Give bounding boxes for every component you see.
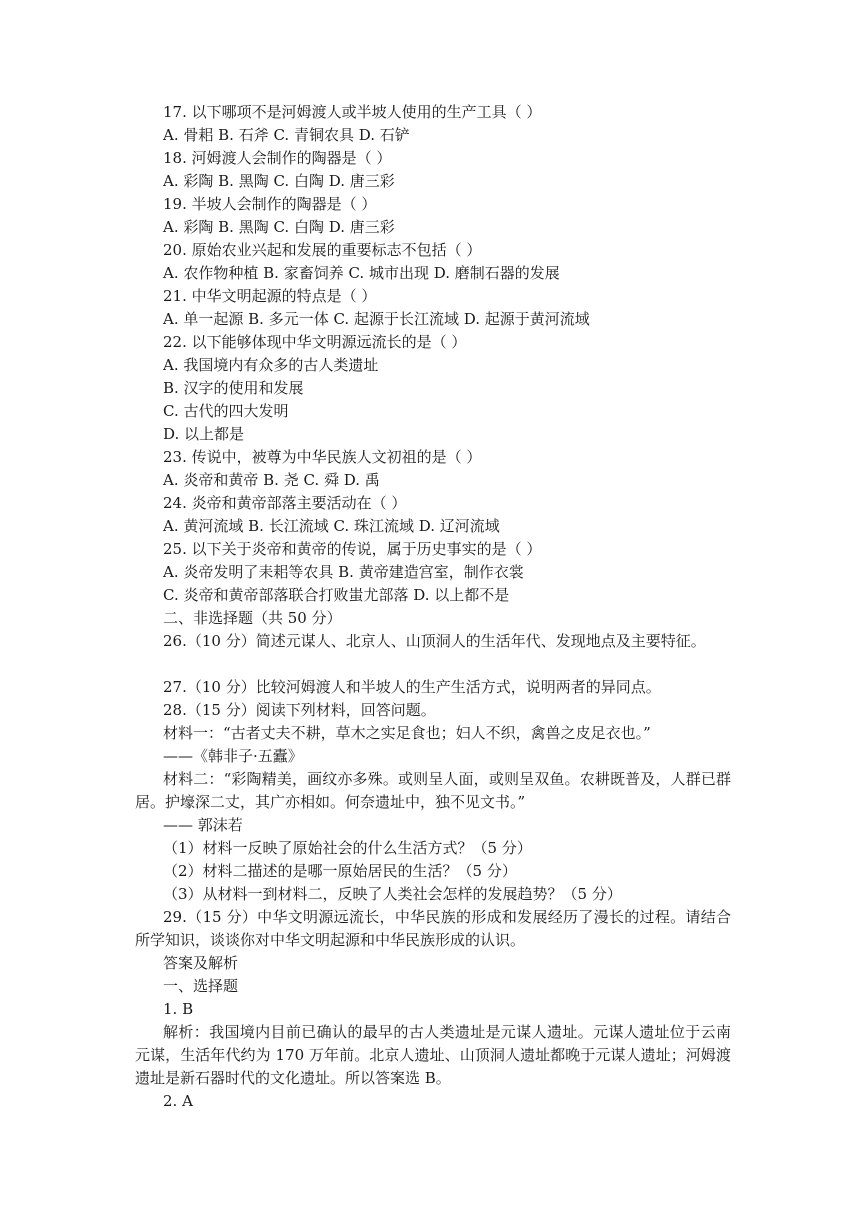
option-22-c: C. 古代的四大发明 (163, 402, 289, 420)
question-21: 21. 中华文明起源的特点是（ ） (163, 287, 377, 305)
answer-1-explanation: 解析：我国境内目前已确认的最早的古人类遗址是元谋人遗址。元谋人遗址位于云南元谋，生活年代约为 170 万年前。北京人遗址、山顶洞人遗址都晚于元谋人遗址；河姆渡遗址是新石器时代的文化遗址。所以答案选 B。 (135, 1023, 731, 1087)
option-22-b: B. 汉字的使用和发展 (163, 379, 304, 397)
options-25-cd: C. 炎帝和黄帝部落联合打败蚩尤部落 D. 以上都不是 (163, 586, 510, 604)
question-20: 20. 原始农业兴起和发展的重要标志不包括（ ） (163, 241, 482, 259)
answer-1: 1. B (163, 1000, 194, 1018)
question-29: 29.（15 分）中华文明源远流长，中华民族的形成和发展经历了漫长的过程。请结合所学知识，谈谈你对中华文明起源和中华民族形成的认识。 (135, 908, 731, 949)
options-17: A. 骨耜 B. 石斧 C. 青铜农具 D. 石铲 (163, 126, 410, 144)
question-26: 26.（10 分）简述元谋人、北京人、山顶洞人的生活年代、发现地点及主要特征。 (163, 632, 706, 650)
answer-title: 答案及解析 (163, 954, 239, 972)
sub-question-3: （3）从材料一到材料二，反映了人类社会怎样的发展趋势？（5 分） (163, 885, 622, 903)
options-18: A. 彩陶 B. 黑陶 C. 白陶 D. 唐三彩 (163, 172, 395, 190)
question-17: 17. 以下哪项不是河姆渡人或半坡人使用的生产工具（ ） (163, 103, 542, 121)
options-23: A. 炎帝和黄帝 B. 尧 C. 舜 D. 禹 (163, 471, 380, 489)
question-19: 19. 半坡人会制作的陶器是（ ） (163, 195, 377, 213)
material-two: 材料二：“彩陶精美，画纹亦多殊。或则呈人面，或则呈双鱼。农耕既普及，人群已群居。护壕深二丈，其广亦相如。何奈遗址中，独不见文书。” (135, 770, 731, 811)
question-28: 28.（15 分）阅读下列材料，回答问题。 (163, 701, 436, 719)
section-heading-nonchoice: 二、非选择题（共 50 分） (163, 609, 342, 627)
material-one: 材料一：“古者丈夫不耕，草木之实足食也；妇人不织，禽兽之皮足衣也。” (163, 724, 651, 742)
options-21: A. 单一起源 B. 多元一体 C. 起源于长江流域 D. 起源于黄河流域 (163, 310, 590, 328)
question-25: 25. 以下关于炎帝和黄帝的传说，属于历史事实的是（ ） (163, 540, 542, 558)
sub-question-2: （2）材料二描述的是哪一原始居民的生活？（5 分） (163, 862, 517, 880)
material-two-source: —— 郭沫若 (163, 816, 243, 834)
material-one-source: ——《韩非子·五蠹》 (163, 747, 303, 765)
answer-2: 2. A (163, 1092, 193, 1110)
options-24: A. 黄河流域 B. 长江流域 C. 珠江流域 D. 辽河流域 (163, 517, 500, 535)
options-20: A. 农作物种植 B. 家畜饲养 C. 城市出现 D. 磨制石器的发展 (163, 264, 560, 282)
question-18: 18. 河姆渡人会制作的陶器是（ ） (163, 149, 392, 167)
question-23: 23. 传说中，被尊为中华民族人文初祖的是（ ） (163, 448, 482, 466)
answer-section-heading: 一、选择题 (163, 977, 239, 995)
option-22-a: A. 我国境内有众多的古人类遗址 (163, 356, 379, 374)
options-19: A. 彩陶 B. 黑陶 C. 白陶 D. 唐三彩 (163, 218, 395, 236)
question-24: 24. 炎帝和黄帝部落主要活动在（ ） (163, 494, 407, 512)
question-27: 27.（10 分）比较河姆渡人和半坡人的生产生活方式，说明两者的异同点。 (163, 678, 661, 696)
sub-question-1: （1）材料一反映了原始社会的什么生活方式？（5 分） (163, 839, 532, 857)
option-22-d: D. 以上都是 (163, 425, 245, 443)
options-25-ab: A. 炎帝发明了耒耜等农具 B. 黄帝建造宫室，制作衣裳 (163, 563, 524, 581)
question-22: 22. 以下能够体现中华文明源远流长的是（ ） (163, 333, 467, 351)
